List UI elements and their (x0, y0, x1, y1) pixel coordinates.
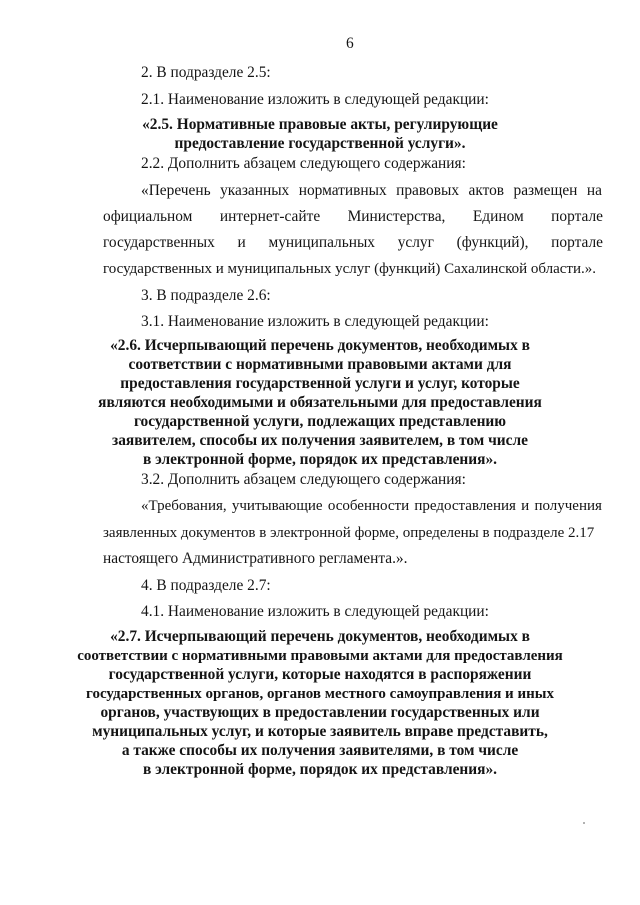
heading-2-7-line-1: «2.7. Исчерпывающий перечень документов, необходимых в (110, 628, 530, 645)
heading-2-7-line-2: соответствии с нормативными правовыми актами для предоставления (77, 648, 563, 664)
item-4-1: 4.1. Наименование изложить в следующей редакции: (141, 603, 489, 620)
item-2-1: 2.1. Наименование изложить в следующей редакции: (141, 91, 489, 108)
word: и (237, 234, 246, 251)
section-4-intro: 4. В подразделе 2.7: (141, 577, 271, 594)
item-2-2: 2.2. Дополнить абзацем следующего содержания: (141, 155, 466, 172)
word: учитывающие (231, 498, 323, 514)
word: размещен (513, 182, 578, 199)
heading-2-6-line-7: в электронной форме, порядок их представления». (142, 451, 498, 468)
heading-2-7-line-7: а также способы их получения заявителями, в том числе (121, 742, 519, 759)
word: портале (551, 208, 603, 225)
word: услуг (397, 234, 434, 251)
section-3-intro: 3. В подразделе 2.6: (141, 287, 271, 304)
heading-2-7-line-4: государственных органов, органов местного самоуправления и иных (86, 686, 554, 702)
heading-2-7-line-6: муниципальных услуг, и которые заявитель вправе представить, (92, 723, 548, 740)
word: предоставления (414, 498, 516, 514)
heading-2-7-line-8: в электронной форме, порядок их представления». (142, 761, 498, 778)
word: актов (468, 182, 505, 199)
word: указанных (220, 182, 290, 199)
paragraph-2-line-1 (141, 497, 602, 515)
paragraph-1-line-4: государственных и муниципальных услуг (функций) Сахалинской области.». (103, 261, 597, 277)
section-2-intro: 2. В подразделе 2.5: (141, 64, 271, 81)
word: «Требования, (141, 498, 227, 514)
word: и (521, 498, 530, 514)
paragraph-1-line-2 (103, 208, 603, 226)
word: официальном (103, 208, 193, 225)
heading-2-6-line-5: государственной услуги, подлежащих представлению (133, 413, 507, 430)
word: интернет-сайте (219, 208, 321, 225)
page-number: 6 (346, 35, 354, 52)
heading-2-6-line-2: соответствии с нормативными правовыми актами для (128, 356, 512, 373)
word: портале (551, 234, 603, 251)
heading-2-7-line-5: органов, участвующих в предоставлении государственных или (100, 704, 540, 721)
word: особенности (327, 498, 410, 514)
heading-2-7-line-3: государственной услуги, которые находятся в распоряжении (108, 666, 532, 683)
word: правовых (396, 182, 460, 199)
heading-2-6-line-4: являются необходимыми и обязательными для предоставления (98, 394, 542, 411)
word: (функций), (456, 234, 529, 251)
word: государственных (103, 234, 215, 251)
word: «Перечень (141, 182, 211, 199)
heading-2-5-line-1: «2.5. Нормативные правовые акты, регулирующие (142, 116, 498, 133)
word: Едином (472, 208, 524, 225)
item-3-2: 3.2. Дополнить абзацем следующего содержания: (141, 471, 466, 488)
heading-2-6-line-6: заявителем, способы их получения заявителем, в том числе (112, 432, 528, 449)
paragraph-1-line-1 (141, 182, 602, 200)
paragraph-2-line-2: заявленных документов в электронной форме, определены в подразделе 2.17 (103, 525, 595, 541)
heading-2-6-line-1: «2.6. Исчерпывающий перечень документов, необходимых в (110, 337, 530, 354)
heading-2-6-line-3: предоставления государственной услуги и услуг, которые (120, 375, 520, 392)
heading-2-5-line-2: предоставление государственной услуги». (174, 135, 466, 152)
item-3-1: 3.1. Наименование изложить в следующей редакции: (141, 313, 489, 330)
scan-speck (583, 822, 585, 824)
word: муниципальных (268, 234, 376, 251)
word: Министерства, (347, 208, 446, 225)
paragraph-2-line-3: настоящего Административного регламента.». (103, 550, 408, 567)
word: получения (534, 498, 602, 514)
paragraph-1-line-3 (103, 234, 603, 252)
word: на (586, 182, 602, 199)
word: нормативных (298, 182, 387, 199)
